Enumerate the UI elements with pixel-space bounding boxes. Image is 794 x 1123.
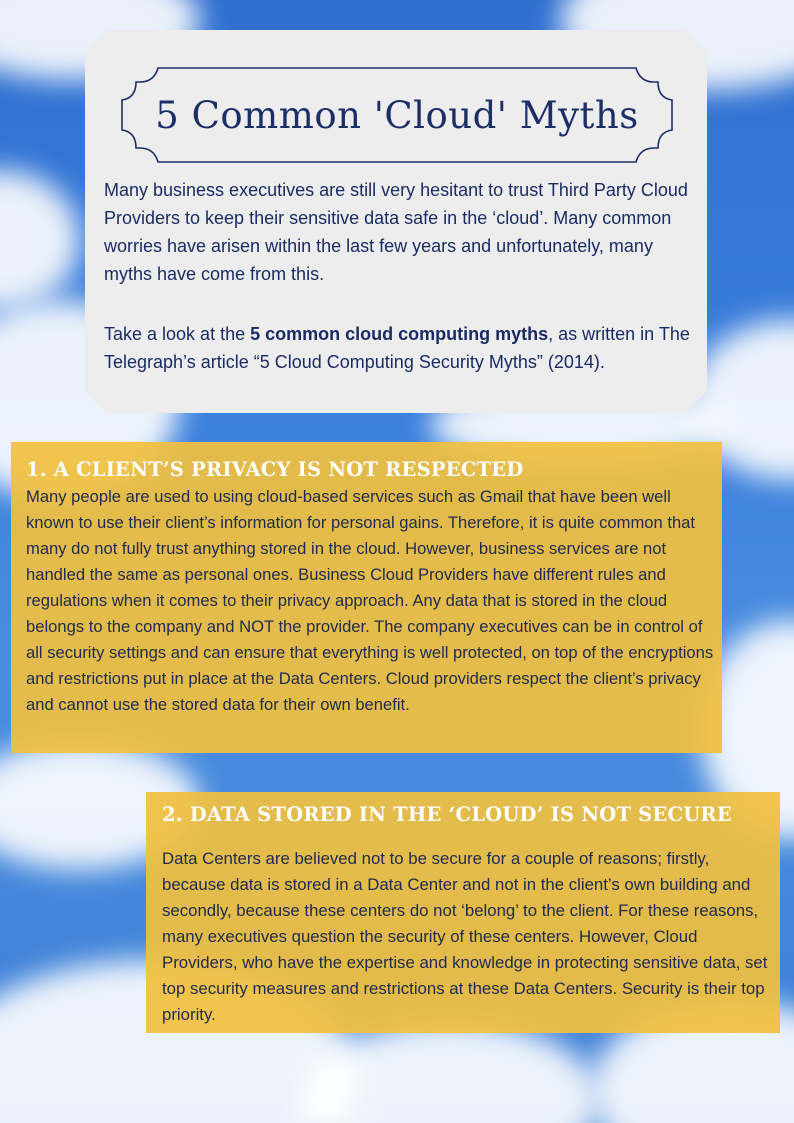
intro-text-tail: , as written in The Telegraph’s article “5 Cloud Computing Security Myths” (2014). [104,324,690,372]
myth-body: Data Centers are believed not to be secure for a couple of reasons; firstly, because data is stored in a Data Center and not in the client’s own building and secondly, because these centers do not ‘belong’ to the client. For these reasons, many executives question the security of these centers. However, Cloud Providers, who have the expertise and knowledge in protecting sensitive data, set top security measures and restrictions at these Data Centers. Security is their top priority. [162,849,768,1024]
page-title: 5 Common 'Cloud' Myths [155,93,639,137]
intro-paragraph-2 [104,320,694,376]
cloud [0,170,80,310]
myth-body: Many people are used to using cloud-based services such as Gmail that have been well known to use their client’s information for personal gains. Therefore, it is quite common that many do not fully trust anything stored in the cloud. However, business services are not handled the same as personal ones. Business Cloud Providers have different rules and regulations when it comes to their privacy approach. Any data that is stored in the cloud belongs to the company and NOT the provider. The company executives can be in control of all security settings and can ensure that everything is well protected, on top of the encryptions and restrictions put in place at the Data Centers. Cloud providers respect the client’s privacy and cannot use the stored data for their own benefit. [26,487,714,714]
myth-heading: 2. DATA STORED IN THE ‘CLOUD’ IS NOT SECURE [162,803,732,826]
intro-paragraph: Many business executives are still very hesitant to trust Third Party Cloud Providers to keep their sensitive data safe in the ‘cloud’. Many common worries have arisen within the last few years and unfortunately, many myths have come from this. [104,180,688,284]
intro-emphasis: 5 common cloud computing myths [250,324,549,344]
intro-text-lead: Take a look at the [104,324,251,344]
myth-box-2 [146,792,780,1033]
myth-heading: 1. A CLIENT’S PRIVACY IS NOT RESPECTED [26,458,524,481]
myth-box-1 [11,442,722,753]
